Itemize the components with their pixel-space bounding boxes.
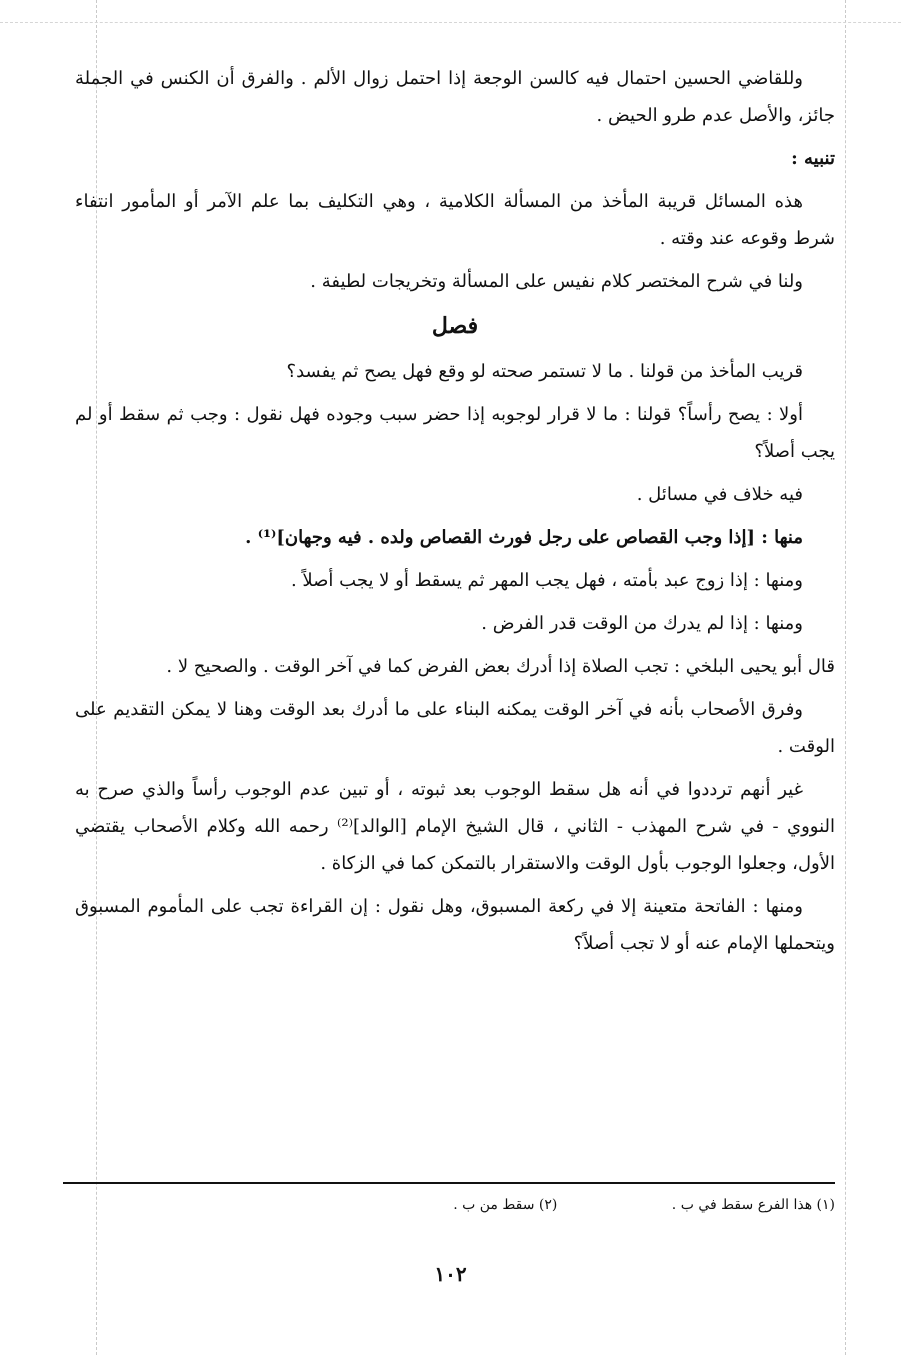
- footnote-1: (١) هذا الفرع سقط في ب .: [671, 1197, 835, 1213]
- scan-guide-line: [0, 22, 901, 23]
- paragraph: ومنها : الفاتحة متعينة إلا في ركعة المسبوق، وهل نقول : إن القراءة تجب على المأموم المسبوق ويتحملها الإمام عنه أو لا تجب أصلاً؟: [75, 896, 835, 954]
- scan-guide-line: [845, 0, 846, 1355]
- paragraph: ومنها : إذا زوج عبد بأمته ، فهل يجب المهر ثم يسقط أو لا يجب أصلاً .: [290, 570, 803, 591]
- paragraph: ولنا في شرح المختصر كلام نفيس على المسألة وتخريجات لطيفة .: [310, 271, 803, 292]
- footnote-divider: [63, 1182, 835, 1184]
- paragraph: منها : [إذا وجب القصاص على رجل فورث القصاص ولده . فيه وجهان]⁽¹⁾ .: [245, 527, 803, 548]
- paragraph: قال أبو يحيى البلخي : تجب الصلاة إذا أدرك بعض الفرض كما في آخر الوقت . والصحيح لا .: [166, 656, 835, 677]
- paragraph: غير أنهم ترددوا في أنه هل سقط الوجوب بعد ثبوته ، أو تبين عدم الوجوب رأساً والذي صرح به النووي - في شرح المهذب - الثاني ، قال الشيخ الإمام [الوالد]⁽²⁾ رحمه الله وكلام الأصحاب يقتضي الأول، وجعلوا الوجوب بأول الوقت والاستقرار بالتمكن كما في الزكاة .: [75, 779, 835, 874]
- footnotes: [63, 1194, 835, 1216]
- notice-heading: تنبيه :: [791, 148, 835, 169]
- paragraph: فيه خلاف في مسائل .: [636, 484, 803, 505]
- paragraph: هذه المسائل قريبة المأخذ من المسألة الكلامية ، وهي التكليف بما علم الآمر أو المأمور انتفاء شرط وقوعه عند وقته .: [75, 191, 835, 249]
- paragraph: قريب المأخذ من قولنا . ما لا تستمر صحته لو وقع فهل يصح ثم يفسد؟: [286, 361, 803, 382]
- section-title: فصل: [431, 313, 479, 339]
- main-text: [75, 60, 835, 968]
- paragraph: ومنها : إذا لم يدرك من الوقت قدر الفرض .: [481, 613, 803, 634]
- paragraph: وفرق الأصحاب بأنه في آخر الوقت يمكنه البناء على ما أدرك بعد الوقت وهنا لا يمكن التقديم على الوقت .: [75, 699, 835, 757]
- paragraph: وللقاضي الحسين احتمال فيه كالسن الوجعة إذا احتمل زوال الألم . والفرق أن الكنس في الجملة جائز، والأصل عدم طرو الحيض .: [75, 68, 835, 126]
- footnote-2: (٢) سقط من ب .: [453, 1197, 558, 1213]
- paragraph: أولا : يصح رأساً؟ قولنا : ما لا قرار لوجوبه إذا حضر سبب وجوده فهل نقول : وجب ثم سقط أو لم يجب أصلاً؟: [75, 404, 835, 462]
- page-number: ١٠٢: [434, 1262, 467, 1286]
